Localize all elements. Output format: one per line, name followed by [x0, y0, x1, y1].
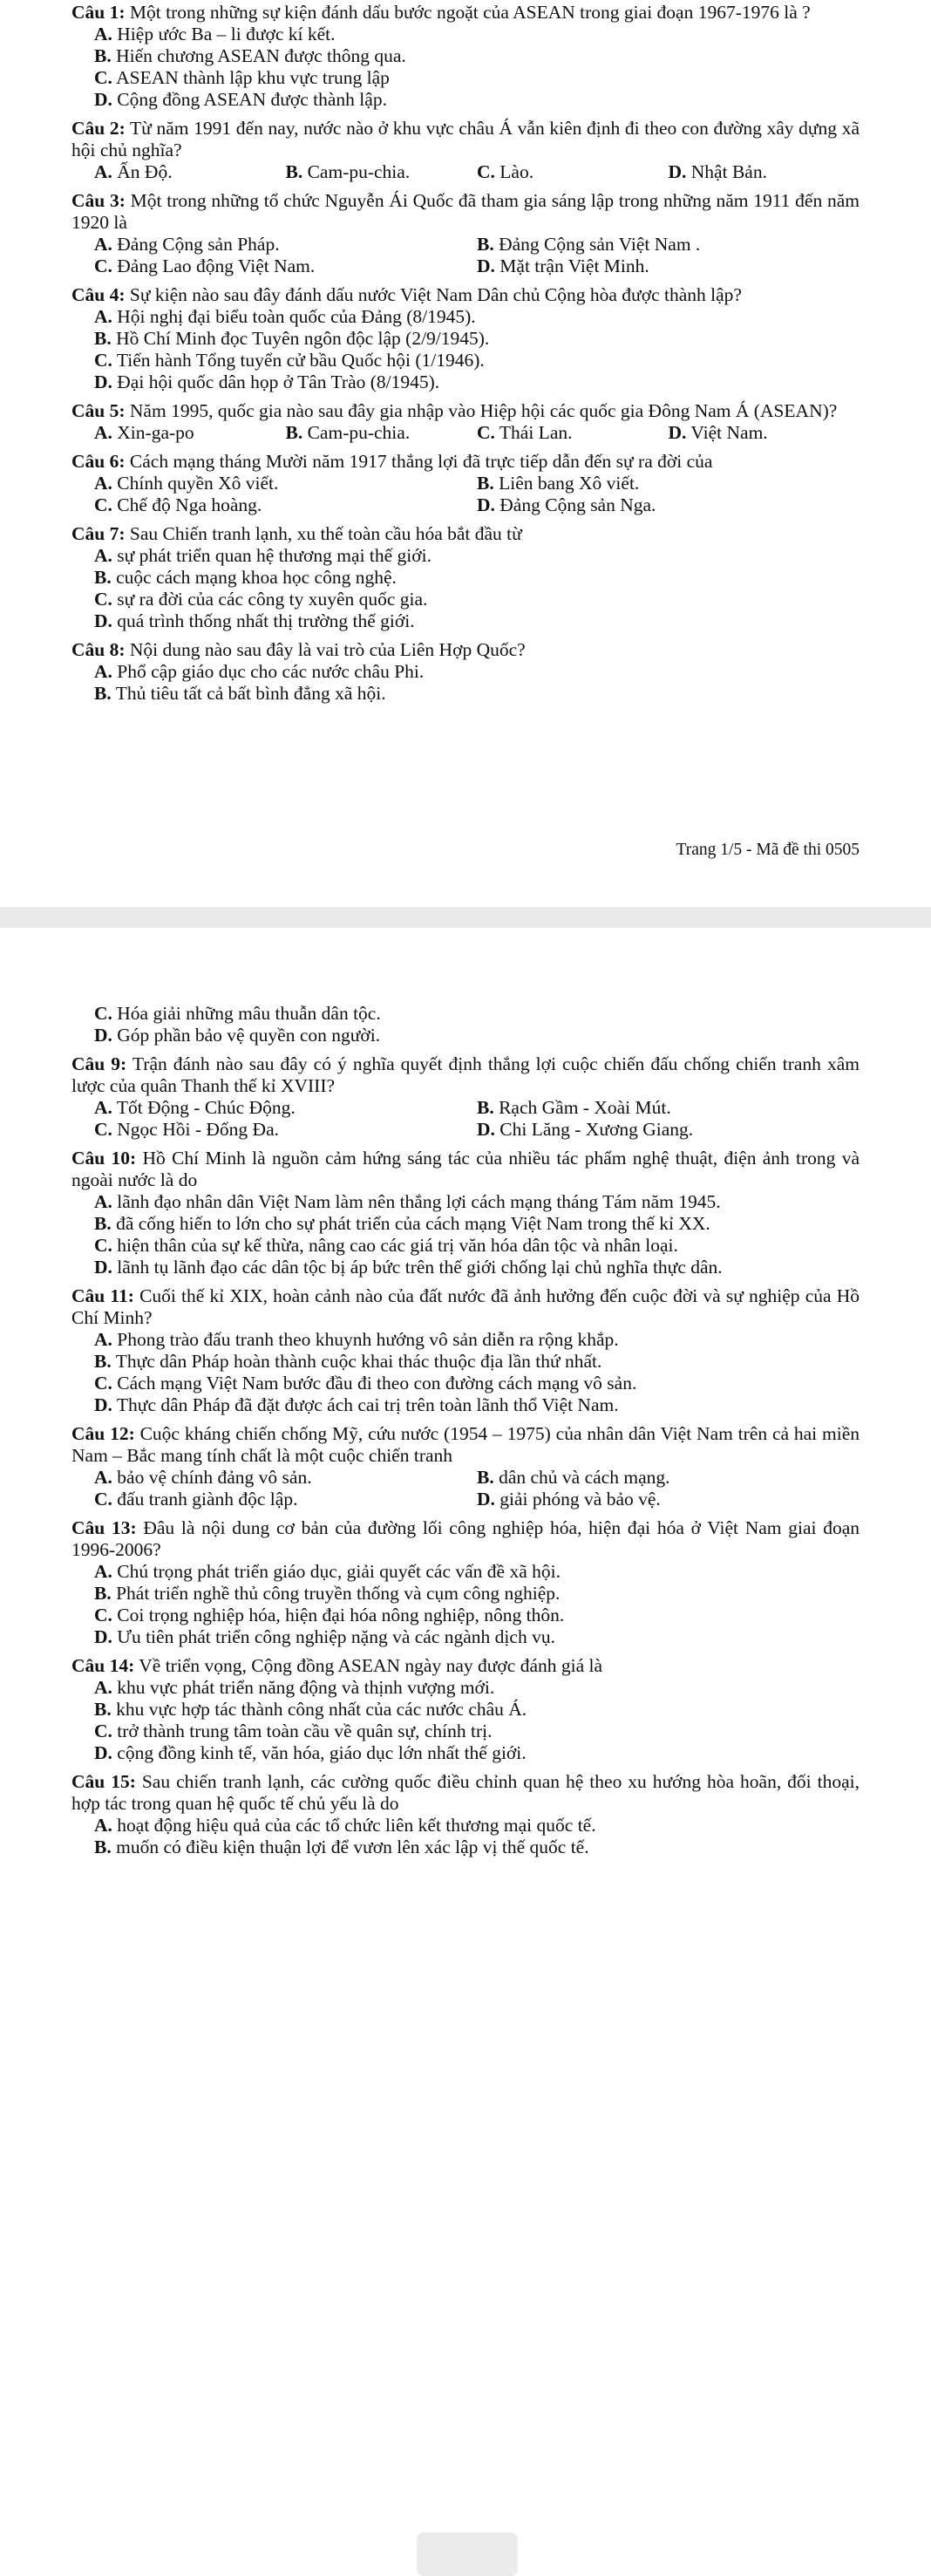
question-number: Câu 14:: [71, 1655, 135, 1676]
option-text: Đảng Lao động Việt Nam.: [117, 256, 316, 276]
option-text: Việt Nam.: [690, 422, 768, 443]
answer-option: [477, 494, 860, 516]
option-letter: D.: [94, 1394, 112, 1415]
option-letter: B.: [94, 683, 112, 704]
option-letter: B.: [94, 1213, 112, 1234]
option-letter: B.: [94, 1699, 112, 1720]
option-letter: C.: [94, 589, 112, 610]
option-letter: C.: [94, 256, 112, 276]
answer-option: [477, 234, 860, 256]
option-text: Thủ tiêu tất cả bất bình đẳng xã hội.: [115, 683, 386, 704]
answer-option: [94, 1003, 860, 1025]
option-text: Đại hội quốc dân họp ở Tân Trào (8/1945).: [117, 371, 440, 392]
question: [71, 118, 860, 183]
answer-options: [71, 1191, 860, 1278]
question-stem: [71, 1423, 860, 1467]
answer-options: [71, 1677, 860, 1764]
question: [71, 451, 860, 516]
answer-option: [477, 1119, 860, 1141]
answer-option: [94, 1097, 477, 1119]
answer-option: [94, 1626, 860, 1648]
answer-option: [94, 1677, 860, 1699]
option-text: Chế độ Nga hoàng.: [117, 494, 262, 515]
option-letter: A.: [94, 1191, 112, 1212]
option-letter: D.: [94, 1742, 112, 1763]
question: [71, 1053, 860, 1141]
option-letter: D.: [668, 161, 687, 182]
question-number: Câu 15:: [71, 1771, 136, 1792]
answer-option: [94, 473, 477, 494]
answer-option: [94, 661, 860, 683]
question-text: Một trong những sự kiện đánh dấu bước ngoặt của ASEAN trong giai đoạn 1967-1976 là ?: [125, 2, 811, 23]
question-stem: [71, 523, 860, 545]
answer-options: [71, 306, 860, 393]
option-letter: C.: [477, 422, 495, 443]
option-text: Đảng Cộng sản Pháp.: [117, 234, 280, 255]
option-text: quá trình thống nhất thị trường thế giới.: [117, 610, 415, 631]
option-text: Coi trọng nghiệp hóa, hiện đại hóa nông nghiệp, nông thôn.: [117, 1605, 565, 1625]
option-text: Ấn Độ.: [117, 161, 173, 182]
answer-option: [94, 328, 860, 350]
question-stem: [71, 400, 860, 422]
option-text: Chính quyền Xô viết.: [117, 473, 279, 494]
option-text: Ưu tiên phát triển công nghiệp nặng và các ngành dịch vụ.: [117, 1626, 555, 1647]
question-number: Câu 9:: [71, 1053, 127, 1074]
option-text: giải phóng và bảo vệ.: [499, 1489, 661, 1509]
option-text: Tốt Động - Chúc Động.: [116, 1097, 296, 1118]
question-text: Về triển vọng, Cộng đồng ASEAN ngày nay được đánh giá là: [134, 1655, 603, 1676]
option-text: Tiến hành Tổng tuyển cử bầu Quốc hội (1/1946).: [116, 350, 485, 371]
question: [71, 1003, 860, 1046]
question-number: Câu 2:: [71, 118, 126, 139]
answer-option: [477, 473, 860, 494]
question-text: Hồ Chí Minh là nguồn cảm hứng sáng tác của nhiều tác phẩm nghệ thuật, điện ảnh trong và ngoài nước là do: [71, 1148, 860, 1190]
option-letter: B.: [477, 473, 494, 494]
question-number: Câu 12:: [71, 1423, 135, 1444]
option-letter: D.: [94, 371, 112, 392]
question-stem: [71, 118, 860, 161]
option-text: trở thành trung tâm toàn cầu về quân sự, chính trị.: [117, 1721, 493, 1741]
question-stem: [71, 1148, 860, 1191]
answer-options: [71, 24, 860, 111]
option-text: Phong trào đấu tranh theo khuynh hướng vô sản diễn ra rộng khắp.: [117, 1329, 619, 1350]
option-letter: C.: [94, 1003, 112, 1024]
answer-option: [94, 589, 860, 610]
question: [71, 400, 860, 444]
answer-option: [94, 1191, 860, 1213]
page-1-content: [0, 0, 931, 705]
option-letter: A.: [94, 1677, 112, 1698]
question-number: Câu 5:: [71, 400, 126, 421]
option-text: khu vực phát triển năng động và thịnh vượng mới.: [117, 1677, 495, 1698]
question-text: Sau Chiến tranh lạnh, xu thế toàn cầu hóa bắt đầu từ: [125, 523, 522, 544]
option-letter: B.: [285, 161, 303, 182]
answer-option: [94, 350, 860, 371]
answer-options: [71, 473, 860, 516]
option-text: hoạt động hiệu quả của các tổ chức liên kết thương mại quốc tế.: [117, 1815, 596, 1836]
option-text: sự ra đời của các công ty xuyên quốc gia.: [117, 589, 428, 610]
option-letter: C.: [94, 1605, 112, 1625]
answer-option: [94, 1837, 860, 1858]
exam-page-2: [0, 928, 931, 1929]
answer-option: [94, 371, 860, 393]
question: [71, 190, 860, 277]
answer-option: [94, 1119, 477, 1141]
option-text: dân chủ và cách mạng.: [499, 1467, 670, 1488]
option-letter: A.: [94, 661, 112, 682]
option-letter: B.: [94, 567, 112, 588]
option-letter: C.: [94, 1235, 112, 1256]
option-text: đấu tranh giành độc lập.: [117, 1489, 298, 1509]
answer-option: [94, 494, 477, 516]
answer-option: [94, 545, 860, 567]
option-text: Xin-ga-po: [117, 422, 194, 443]
question: [71, 1771, 860, 1858]
answer-option: [286, 161, 478, 183]
option-text: Lào.: [499, 161, 534, 182]
question-text: Cuối thế kỉ XIX, hoàn cảnh nào của đất nước đã ảnh hưởng đến cuộc đời và sự nghiệp của Hồ Chí Minh?: [71, 1285, 860, 1328]
option-letter: C.: [94, 494, 112, 515]
question: [71, 1148, 860, 1278]
option-text: Thực dân Pháp hoàn thành cuộc khai thác thuộc địa lần thứ nhất.: [115, 1351, 602, 1372]
question-number: Câu 11:: [71, 1285, 134, 1306]
answer-option: [94, 1329, 860, 1351]
answer-option: [286, 422, 478, 444]
page-separator: [0, 907, 931, 928]
option-letter: B.: [477, 234, 494, 255]
option-text: Cách mạng Việt Nam bước đầu đi theo con đường cách mạng vô sản.: [117, 1373, 637, 1394]
option-letter: D.: [94, 1025, 112, 1046]
option-text: Phổ cập giáo dục cho các nước châu Phi.: [117, 661, 425, 682]
option-letter: B.: [94, 1351, 112, 1372]
option-letter: D.: [94, 1626, 112, 1647]
option-letter: A.: [94, 1097, 112, 1118]
option-text: Cam-pu-chia.: [307, 422, 411, 443]
answer-option: [477, 256, 860, 277]
question-text: Một trong những tổ chức Nguyễn Ái Quốc đã tham gia sáng lập trong những năm 1911 đến năm 1920 là: [71, 190, 860, 233]
answer-option: [94, 683, 860, 705]
answer-option: [94, 1351, 860, 1373]
question-number: Câu 4:: [71, 284, 126, 305]
option-text: lãnh đạo nhân dân Việt Nam làm nên thắng lợi cách mạng tháng Tám năm 1945.: [117, 1191, 721, 1212]
answer-options: [71, 1561, 860, 1648]
answer-option: [477, 422, 669, 444]
question-stem: [71, 2, 860, 24]
option-letter: D.: [668, 422, 687, 443]
answer-option: [94, 610, 860, 632]
answer-options: [71, 1329, 860, 1416]
question-text: Sự kiện nào sau đây đánh dấu nước Việt Nam Dân chủ Cộng hòa được thành lập?: [125, 284, 742, 305]
answer-option: [94, 306, 860, 328]
answer-options: [71, 661, 860, 705]
answer-options: [71, 234, 860, 277]
option-text: ASEAN thành lập khu vực trung lập: [116, 67, 390, 88]
answer-option: [669, 422, 860, 444]
option-text: Liên bang Xô viết.: [499, 473, 640, 494]
option-letter: A.: [94, 24, 112, 44]
option-text: Hội nghị đại biểu toàn quốc của Đảng (8/1945).: [117, 306, 476, 327]
option-text: Mặt trận Việt Minh.: [499, 256, 649, 276]
question-text: Cuộc kháng chiến chống Mỹ, cứu nước (1954 – 1975) của nhân dân Việt Nam trên cả hai miền Nam – Bắc mang tính chất là một cuộc chiến tranh: [71, 1423, 860, 1466]
option-text: Phát triển nghề thủ công truyền thống và cụm công nghiệp.: [116, 1583, 561, 1604]
option-text: sự phát triển quan hệ thương mại thế giới.: [117, 545, 432, 566]
option-text: hiện thân của sự kế thừa, nâng cao các giá trị văn hóa dân tộc và nhân loại.: [117, 1235, 678, 1256]
answer-option: [94, 1561, 860, 1583]
question-text: Trận đánh nào sau đây có ý nghĩa quyết định thắng lợi cuộc chiến đấu chống chiến tranh xâm lược của quân Thanh thế kỉ XVIII?: [71, 1053, 860, 1096]
question-stem: [71, 190, 860, 234]
option-text: Đảng Cộng sản Nga.: [499, 494, 656, 515]
answer-option: [94, 1394, 860, 1416]
answer-option: [94, 161, 286, 183]
question-text: Đâu là nội dung cơ bản của đường lối công nghiệp hóa, hiện đại hóa ở Việt Nam giai đoạn 1996-2006?: [71, 1517, 860, 1560]
question-text: Sau chiến tranh lạnh, các cường quốc điều chỉnh quan hệ theo xu hướng hòa hoãn, đối thoại, hợp tác trong quan hệ quốc tế chủ yếu là do: [71, 1771, 860, 1814]
question-number: Câu 3:: [71, 190, 126, 211]
option-letter: C.: [94, 1721, 112, 1741]
option-text: cuộc cách mạng khoa học công nghệ.: [116, 567, 397, 588]
option-letter: C.: [94, 350, 112, 371]
question-number: Câu 6:: [71, 451, 126, 472]
answer-options: [71, 161, 860, 183]
option-letter: B.: [477, 1467, 494, 1488]
option-letter: C.: [94, 1373, 112, 1394]
option-letter: D.: [94, 610, 112, 631]
option-letter: B.: [94, 45, 112, 66]
question: [71, 284, 860, 393]
option-text: Rạch Gầm - Xoài Mút.: [499, 1097, 671, 1118]
option-text: muốn có điều kiện thuận lợi để vươn lên xác lập vị thế quốc tế.: [116, 1837, 589, 1857]
question-text: Từ năm 1991 đến nay, nước nào ở khu vực châu Á vẫn kiên định đi theo con đường xây dựng xã hội chủ nghĩa?: [71, 118, 860, 160]
question: [71, 2, 860, 111]
option-text: Cộng đồng ASEAN được thành lập.: [117, 89, 387, 110]
option-text: bảo vệ chính đảng vô sản.: [117, 1467, 312, 1488]
option-text: Hiệp ước Ba – li được kí kết.: [117, 24, 336, 44]
option-letter: A.: [94, 1815, 112, 1836]
option-letter: D.: [94, 89, 112, 110]
option-letter: A.: [94, 1467, 112, 1488]
question-stem: [71, 1053, 860, 1097]
answer-option: [94, 89, 860, 111]
question: [71, 523, 860, 632]
option-letter: A.: [94, 473, 112, 494]
option-text: Hiến chương ASEAN được thông qua.: [116, 45, 406, 66]
option-text: Góp phần bảo vệ quyền con người.: [117, 1025, 381, 1046]
question: [71, 1423, 860, 1510]
option-text: Hồ Chí Minh đọc Tuyên ngôn độc lập (2/9/1945).: [116, 328, 490, 349]
answer-option: [477, 1097, 860, 1119]
answer-option: [94, 1699, 860, 1721]
option-text: đã cống hiến to lớn cho sự phát triển của cách mạng Việt Nam trong thế kỉ XX.: [116, 1213, 710, 1234]
question-stem: [71, 284, 860, 306]
answer-option: [477, 1467, 860, 1489]
answer-option: [94, 567, 860, 589]
question-stem: [71, 1285, 860, 1329]
option-text: lãnh tụ lãnh đạo các dân tộc bị áp bức trên thế giới chống lại chủ nghĩa thực dân.: [117, 1257, 723, 1278]
option-text: Ngọc Hồi - Đống Đa.: [117, 1119, 279, 1140]
option-text: Chú trọng phát triển giáo dục, giải quyết các vấn đề xã hội.: [117, 1561, 561, 1582]
answer-option: [94, 1467, 477, 1489]
option-text: Chi Lăng - Xương Giang.: [499, 1119, 694, 1140]
option-letter: A.: [94, 1329, 112, 1350]
option-text: Nhật Bản.: [690, 161, 767, 182]
answer-option: [94, 1489, 477, 1510]
option-letter: C.: [94, 1119, 112, 1140]
question-number: Câu 13:: [71, 1517, 137, 1538]
question-stem: [71, 451, 860, 473]
question-text: Nội dung nào sau đây là vai trò của Liên Hợp Quốc?: [125, 639, 526, 660]
answer-option: [94, 1257, 860, 1278]
question: [71, 1285, 860, 1416]
answer-option: [94, 1742, 860, 1764]
option-text: Thực dân Pháp đã đặt được ách cai trị trên toàn lãnh thổ Việt Nam.: [116, 1394, 619, 1415]
answer-options: [71, 1003, 860, 1046]
page-2-content: [0, 928, 931, 1858]
option-letter: D.: [477, 1489, 495, 1509]
answer-option: [94, 24, 860, 45]
question-stem: [71, 1771, 860, 1815]
answer-options: [71, 1097, 860, 1141]
answer-option: [94, 1213, 860, 1235]
question: [71, 639, 860, 705]
answer-options: [71, 1467, 860, 1510]
question: [71, 1655, 860, 1764]
option-letter: C.: [94, 67, 112, 88]
option-letter: A.: [94, 1561, 112, 1582]
answer-option: [94, 1605, 860, 1626]
page-footer: Trang 1/5 - Mã đề thi 0505: [676, 841, 860, 859]
answer-option: [94, 256, 477, 277]
option-letter: A.: [94, 234, 112, 255]
answer-option: [94, 234, 477, 256]
option-text: Hóa giải những mâu thuẫn dân tộc.: [117, 1003, 381, 1024]
answer-options: [71, 422, 860, 444]
question-number: Câu 1:: [71, 2, 126, 23]
option-text: khu vực hợp tác thành công nhất của các nước châu Á.: [116, 1699, 527, 1720]
answer-option: [94, 1815, 860, 1837]
question-stem: [71, 1517, 860, 1561]
answer-options: [71, 1815, 860, 1858]
answer-option: [94, 45, 860, 67]
answer-option: [477, 161, 669, 183]
question-number: Câu 7:: [71, 523, 126, 544]
question-stem: [71, 639, 860, 661]
option-text: Đảng Cộng sản Việt Nam .: [499, 234, 701, 255]
option-letter: D.: [477, 494, 495, 515]
option-text: Thái Lan.: [499, 422, 573, 443]
option-letter: C.: [477, 161, 495, 182]
option-letter: D.: [477, 1119, 495, 1140]
overlay-shade: [417, 2532, 518, 2576]
answer-option: [669, 161, 860, 183]
option-letter: B.: [94, 1837, 112, 1857]
option-letter: A.: [94, 545, 112, 566]
answer-option: [477, 1489, 860, 1510]
question-text: Năm 1995, quốc gia nào sau đây gia nhập vào Hiệp hội các quốc gia Đông Nam Á (ASEAN)?: [125, 400, 838, 421]
option-letter: A.: [94, 422, 112, 443]
option-letter: C.: [94, 1489, 112, 1509]
option-text: cộng đồng kinh tế, văn hóa, giáo dục lớn nhất thế giới.: [117, 1742, 527, 1763]
option-letter: D.: [94, 1257, 112, 1278]
question-number: Câu 10:: [71, 1148, 137, 1169]
option-letter: B.: [94, 328, 112, 349]
option-letter: B.: [285, 422, 303, 443]
answer-options: [71, 545, 860, 632]
answer-option: [94, 1721, 860, 1742]
answer-option: [94, 1373, 860, 1394]
answer-option: [94, 1583, 860, 1605]
option-letter: D.: [477, 256, 495, 276]
question-text: Cách mạng tháng Mười năm 1917 thắng lợi đã trực tiếp dẫn đến sự ra đời của: [125, 451, 713, 472]
answer-option: [94, 67, 860, 89]
answer-option: [94, 422, 286, 444]
question-stem: [71, 1655, 860, 1677]
option-letter: A.: [94, 161, 112, 182]
exam-page-1: [0, 0, 931, 907]
option-letter: B.: [477, 1097, 494, 1118]
answer-option: [94, 1025, 860, 1046]
option-text: Cam-pu-chia.: [307, 161, 411, 182]
question-number: Câu 8:: [71, 639, 126, 660]
question: [71, 1517, 860, 1648]
option-letter: B.: [94, 1583, 112, 1604]
option-letter: A.: [94, 306, 112, 327]
answer-option: [94, 1235, 860, 1257]
